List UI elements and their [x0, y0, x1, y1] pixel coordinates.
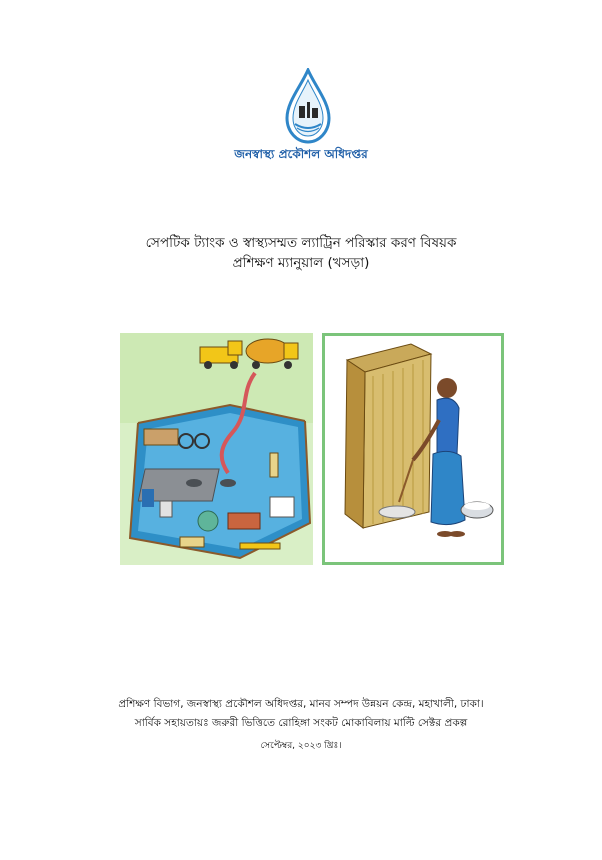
dphe-logo-icon	[283, 68, 333, 144]
septic-tank-site-illustration	[120, 333, 313, 565]
footer-department-line: প্রশিক্ষণ বিভাগ, জনস্বাস্থ্য প্রকৌশল অধিদপ্তর, মানব সম্পদ উন্নয়ন কেন্দ্র, মহাখালী, ঢাকা।	[118, 698, 484, 710]
latrine-cleaning-illustration	[322, 333, 504, 565]
document-title-line-2: প্রশিক্ষণ ম্যানুয়াল (খসড়া)	[232, 255, 370, 271]
footer-support-line: সার্বিক সহায়তায়ঃ জরুরী ভিত্তিতে রোহিঙ্গা সংকট মোকাবিলায় মাল্টি সেক্টর প্রকল্প	[134, 717, 468, 729]
footer-date-line: সেপ্টেম্বর, ২০২৩ খ্রিঃ।	[260, 741, 342, 751]
organization-name: জনস্বাস্থ্য প্রকৌশল অধিদপ্তর	[234, 147, 368, 161]
document-title-line-1: সেপটিক ট্যাংক ও স্বাস্থ্যসম্মত ল্যাট্রিন পরিস্কার করণ বিষয়ক	[145, 235, 457, 251]
